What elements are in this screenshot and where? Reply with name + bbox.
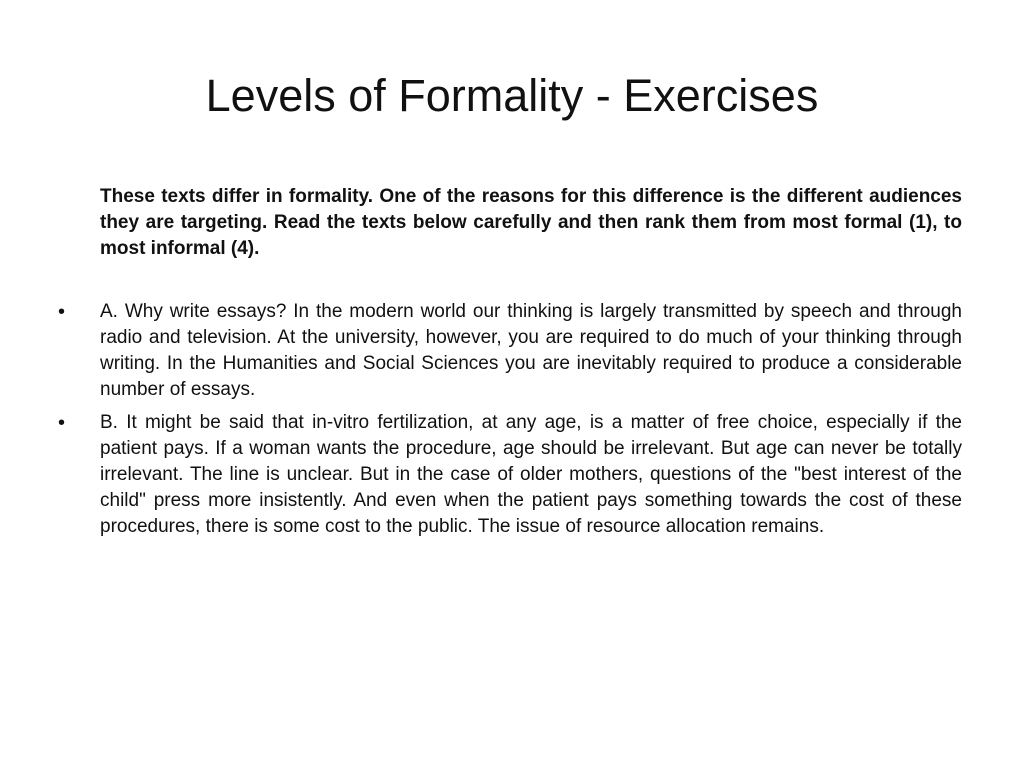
bullet-icon: •: [58, 412, 66, 434]
list-item-text: A. Why write essays? In the modern world our thinking is largely transmitted by speech and through radio and television. At the university, however, you are required to do much of your thinking through writing. In the Humanities and Social Sciences you are inevitably required to produce a considerable number of essays.: [100, 301, 962, 400]
list-item-a: [0, 299, 1024, 403]
exercise-list: [0, 299, 1024, 547]
list-item-text: B. It might be said that in-vitro fertilization, at any age, is a matter of free choice, especially if the patient pays. If a woman wants the procedure, age should be irrelevant. But age can never be totally irrelevant. The line is unclear. But in the case of older mothers, questions of the "best interest of the child" press more insistently. And even when the patient pays something towards the cost of these procedures, there is some cost to the public. The issue of resource allocation remains.: [100, 412, 962, 537]
bullet-icon: •: [58, 301, 66, 323]
intro-paragraph: These texts differ in formality. One of the reasons for this difference is the different audiences they are targeting. Read the texts below carefully and then rank them from most formal (1), to most informal (4).: [100, 186, 962, 259]
slide-title: Levels of Formality - Exercises: [205, 70, 819, 121]
list-item-b: [0, 410, 1024, 540]
